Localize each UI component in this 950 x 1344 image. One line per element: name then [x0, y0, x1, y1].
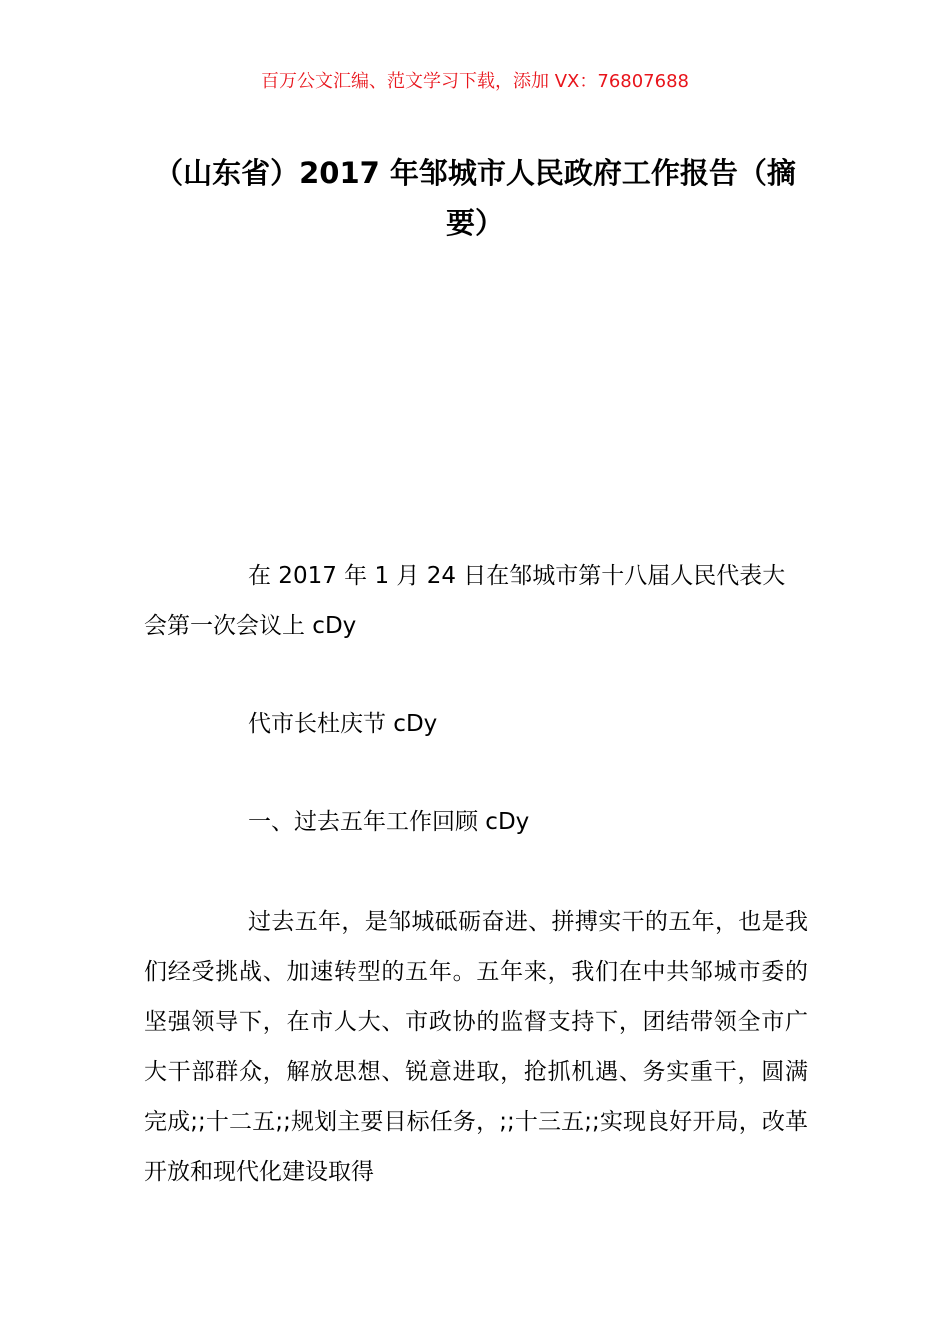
section-heading: 一、过去五年工作回顾 cDy	[248, 809, 530, 835]
meeting-info-paragraph: 在 2017 年 1 月 24 日在邹城市第十八届人民代表大会第一次会议上 cDy	[144, 563, 786, 639]
document-title: （山东省）2017 年邹城市人民政府工作报告（摘要）	[154, 156, 796, 240]
review-paragraph: 过去五年，是邹城砥砺奋进、拼搏实干的五年，也是我们经受挑战、加速转型的五年。五年来，我们在中共邹城市委的坚强领导下，在市人大、市政协的监督支持下，团结带领全市广大干部群众，解放思想、锐意进取，抢抓机遇、务实重干，圆满完成;;十二五;;规划主要目标任务，;;十三五;;实现良好开局，改革开放和现代化建设取得	[144, 909, 808, 1185]
header-contact-note: 百万公文汇编、范文学习下载，添加 VX：76807688	[261, 71, 689, 92]
author-line: 代市长杜庆节 cDy	[248, 711, 438, 737]
